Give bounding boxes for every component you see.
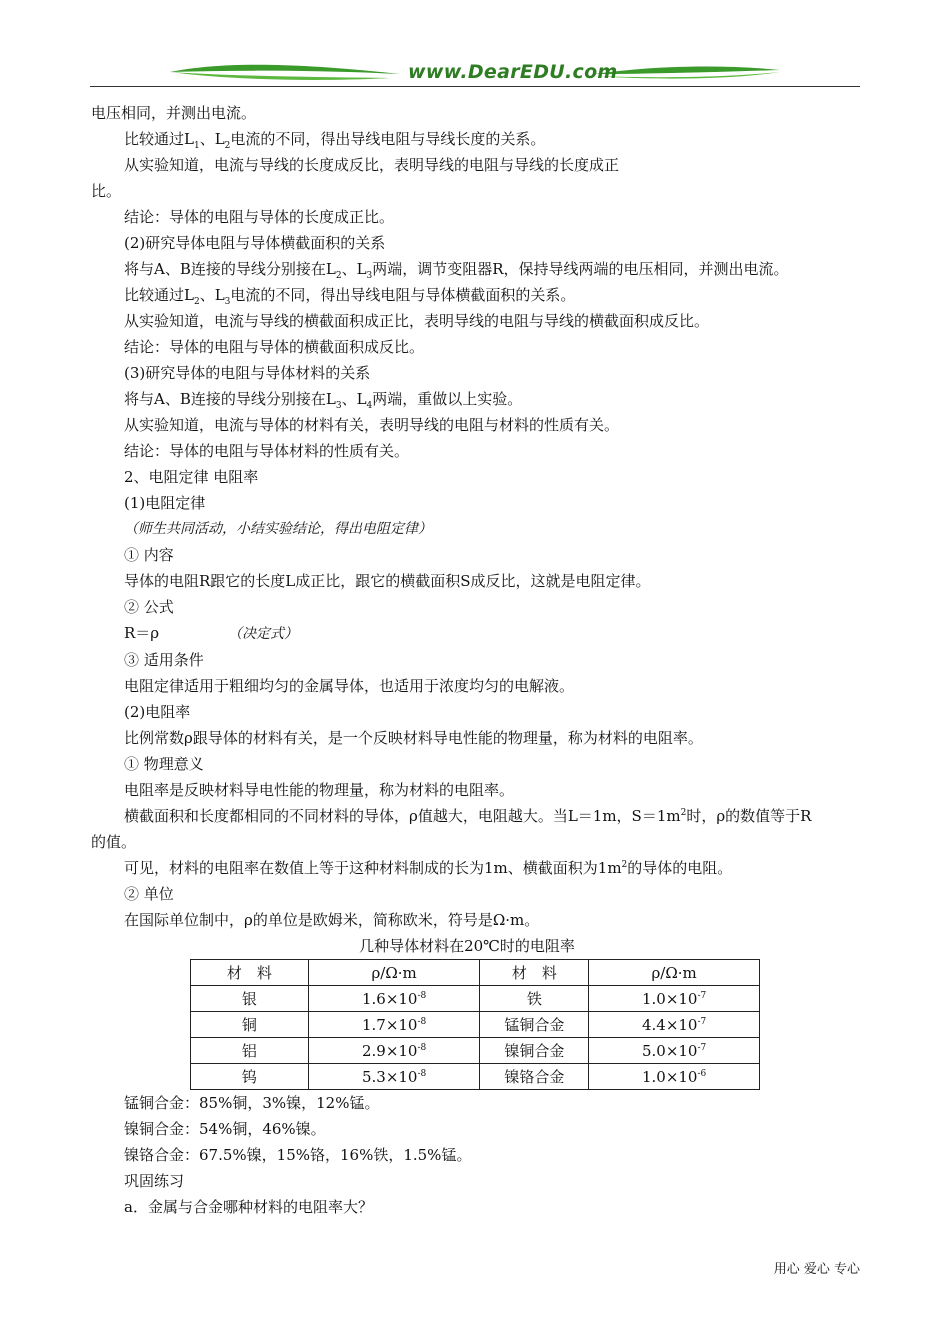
formula-note: （决定式） (228, 626, 298, 642)
value-cell: $2.9\times 10^{-8}$ (308, 1038, 480, 1064)
paragraph: 将与A、B连接的导线分别接在$L_3$、$L_4$两端，重做以上实验。 (124, 390, 523, 411)
section-heading: (2)研究导体电阻与导体横截面积的关系 (124, 234, 386, 252)
table-header-row (191, 960, 760, 986)
paragraph: 比较通过$L_2$、$L_3$电流的不同，得出导线电阻与导体横截面积的关系。 (124, 286, 576, 307)
subheading: ① 内容 (124, 546, 174, 564)
column-header: 材 料 (191, 960, 309, 986)
paragraph: 锰铜合金：85%铜，3%镍，12%锰。 (124, 1094, 380, 1112)
paragraph: 电阻率是反映材料导电性能的物理量，称为材料的电阻率。 (124, 781, 515, 799)
subheading: ① 物理意义 (124, 755, 204, 773)
material-cell: 镍铜合金 (480, 1038, 589, 1064)
paragraph: 比较通过$L_1$、$L_2$电流的不同，得出导线电阻与导线长度的关系。 (124, 130, 546, 151)
header-rule (90, 86, 860, 87)
table-caption: 几种导体材料在20℃时的电阻率 (359, 937, 575, 955)
paragraph: 的值。 (91, 833, 137, 851)
section-heading: 2、电阻定律 电阻率 (124, 468, 259, 486)
table-row (191, 1012, 760, 1038)
formula-line (91, 620, 863, 647)
section-heading: (1)电阻定律 (124, 494, 206, 512)
paragraph: 导体的电阻R跟它的长度L成正比，跟它的横截面积S成反比，这就是电阻定律。 (124, 572, 651, 590)
paragraph: 在国际单位制中，ρ的单位是欧姆米，简称欧米，符号是Ω·m。 (124, 911, 540, 929)
paragraph: 比。 (91, 182, 122, 200)
table-row (191, 986, 760, 1012)
value-cell: $4.4\times 10^{-7}$ (589, 1012, 760, 1038)
paragraph: 从实验知道，电流与导线的横截面积成正比，表明导线的电阻与导线的横截面积成反比。 (124, 312, 710, 330)
subheading: ② 公式 (124, 598, 174, 616)
value-cell: $1.7\times 10^{-8}$ (308, 1012, 480, 1038)
material-cell: 铁 (480, 986, 589, 1012)
paragraph: 从实验知道，电流与导线的长度成反比，表明导线的电阻与导线的长度成正 (124, 156, 620, 174)
paragraph: 将与A、B连接的导线分别接在$L_2$、$L_3$两端，调节变阻器R，保持导线两端的电压相同，并测出电流。 (124, 260, 789, 281)
value-cell: $1.0\times 10^{-7}$ (589, 986, 760, 1012)
table-row (191, 1064, 760, 1090)
table-row (191, 1038, 760, 1064)
exercise-question: a．金属与合金哪种材料的电阻率大？ (124, 1198, 373, 1216)
page-header (90, 58, 860, 90)
value-cell: $1.0\times 10^{-6}$ (589, 1064, 760, 1090)
material-cell: 铝 (191, 1038, 309, 1064)
paragraph: 比例常数ρ跟导体的材料有关，是一个反映材料导电性能的物理量，称为材料的电阻率。 (124, 729, 703, 747)
activity-note: （师生共同活动，小结实验结论，得出电阻定律） (124, 521, 432, 537)
section-heading: (3)研究导体的电阻与导体材料的关系 (124, 364, 371, 382)
document-body (91, 100, 863, 1220)
paragraph: 结论：导体的电阻与导体的长度成正比。 (124, 208, 395, 226)
subheading: ③ 适用条件 (124, 651, 204, 669)
material-cell: 锰铜合金 (480, 1012, 589, 1038)
material-cell: 银 (191, 986, 309, 1012)
paragraph: 从实验知道，电流与导体的材料有关，表明导线的电阻与材料的性质有关。 (124, 416, 620, 434)
subheading: 巩固练习 (124, 1172, 185, 1190)
paragraph: 镍铜合金：54%铜，46%镍。 (124, 1120, 326, 1138)
column-header: ρ/Ω·m (308, 960, 480, 986)
resistance-formula: R＝ρ (124, 624, 160, 642)
paragraph: 结论：导体的电阻与导体的横截面积成反比。 (124, 338, 425, 356)
column-header: ρ/Ω·m (589, 960, 760, 986)
column-header: 材 料 (480, 960, 589, 986)
resistivity-table (190, 959, 760, 1090)
paragraph: 横截面积和长度都相同的不同材料的导体，ρ值越大，电阻越大。当L＝1m，$S=1m^2$时，ρ的数值等于R (124, 807, 812, 825)
value-cell: $5.3\times 10^{-8}$ (308, 1064, 480, 1090)
subheading: ② 单位 (124, 885, 174, 903)
site-logo[interactable]: www.DearEDU.com (408, 61, 618, 83)
material-cell: 钨 (191, 1064, 309, 1090)
value-cell: $5.0\times 10^{-7}$ (589, 1038, 760, 1064)
paragraph: 电阻定律适用于粗细均匀的金属导体，也适用于浓度均匀的电解液。 (124, 677, 575, 695)
section-heading: (2)电阻率 (124, 703, 191, 721)
material-cell: 镍铬合金 (480, 1064, 589, 1090)
paragraph: 结论：导体的电阻与导体材料的性质有关。 (124, 442, 410, 460)
material-cell: 铜 (191, 1012, 309, 1038)
paragraph: 镍铬合金：67.5%镍，15%铬，16%铁，1.5%锰。 (124, 1146, 472, 1164)
paragraph: 可见，材料的电阻率在数值上等于这种材料制成的长为1m、横截面积为$1m^2$的导体的电阻。 (124, 859, 733, 877)
value-cell: $1.6\times 10^{-8}$ (308, 986, 480, 1012)
paragraph: 电压相同，并测出电流。 (91, 104, 257, 122)
page-footer: 用心 爱心 专心 (773, 1262, 860, 1277)
